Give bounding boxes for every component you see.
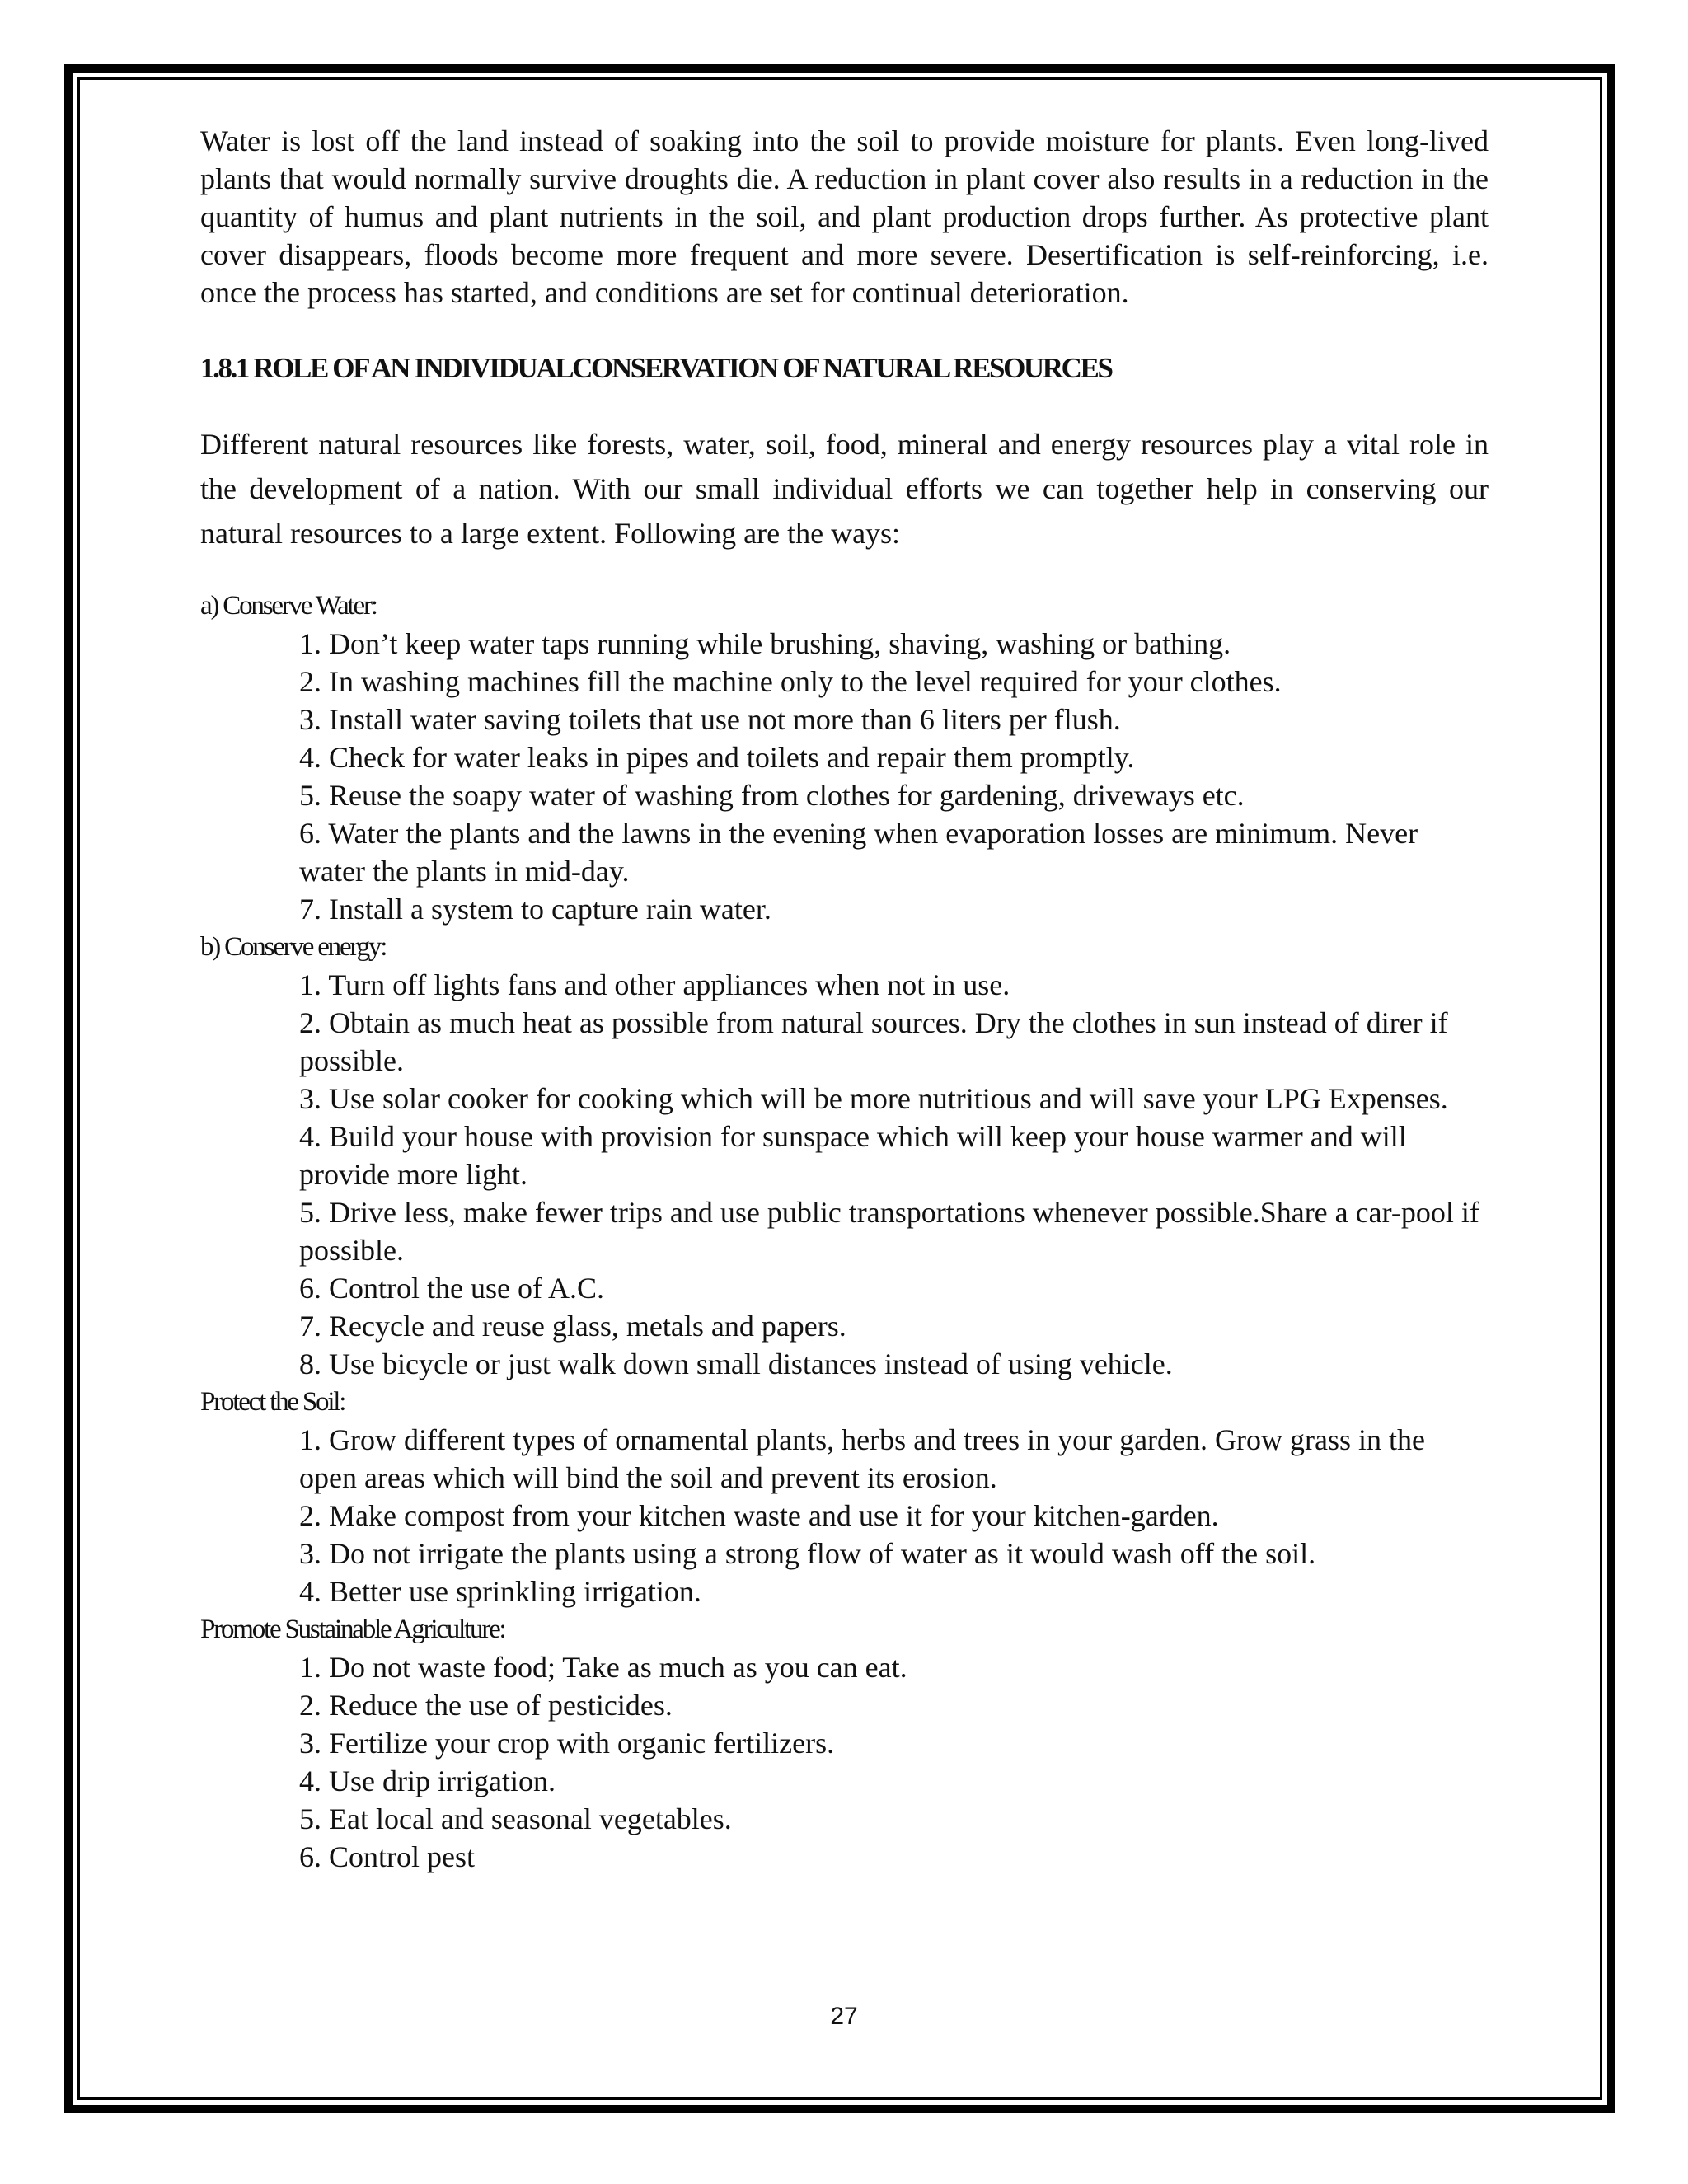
list-item: 2. In washing machines fill the machine only to the level required for your clothes. [299,665,1282,698]
list-item: 4. Check for water leaks in pipes and toilets and repair them promptly. [299,741,1135,774]
list-item: 6. Control the use of A.C. [299,1272,604,1305]
list-item: 8. Use bicycle or just walk down small distances instead of using vehicle. [299,1347,1173,1380]
section-heading: 1.8.1 ROLE OF AN INDIVIDUALCONSERVATION OF NATURAL RESOURCES [200,352,1112,384]
section-paragraph: Different natural resources like forests, water, soil, food, mineral and energy resources play a vital role in the development of a nation. With our small individual efforts we can together help in conserving our natural resources to a large extent. Following are the ways: [200,428,1489,550]
list-item: 1. Do not waste food; Take as much as you can eat. [299,1651,907,1684]
page-number: 27 [830,2003,858,2030]
list-item: 4. Build your house with provision for sunspace which will keep your house warmer and will provide more light. [299,1120,1407,1191]
list-item: 3. Fertilize your crop with organic fertilizers. [299,1727,835,1760]
list-item: 3. Do not irrigate the plants using a strong flow of water as it would wash off the soil. [299,1537,1316,1570]
intro-paragraph: Water is lost off the land instead of soaking into the soil to provide moisture for plants. Even long-lived plants that would normally survive droughts die. A reduction in plant cover also results in a reduction in the quantity of humus and plant nutrients in the soil, and plant production drops further. As protective plant cover disappears, floods become more frequent and more severe. Desertification is self-reinforcing, i.e. once the process has started, and conditions are set for continual deterioration. [200,124,1489,309]
list-item: 7. Install a system to capture rain water. [299,893,771,926]
list-item: 1. Don’t keep water taps running while brushing, shaving, washing or bathing. [299,627,1231,660]
subheading-protect-soil: Protect the Soil: [200,1387,345,1417]
list-item: 3. Use solar cooker for cooking which will be more nutritious and will save your LPG Expenses. [299,1082,1448,1115]
subheading-sustainable-agriculture: Promote Sustainable Agriculture: [200,1615,505,1644]
list-item: 4. Use drip irrigation. [299,1765,556,1797]
subheading-conserve-energy: b) Conserve energy: [200,932,387,962]
list-item: 6. Water the plants and the lawns in the evening when evaporation losses are minimum. Never water the plants in mid-day. [299,817,1418,888]
list-item: 5. Reuse the soapy water of washing from clothes for gardening, driveways etc. [299,779,1245,812]
list-item: 3. Install water saving toilets that use not more than 6 liters per flush. [299,703,1121,736]
list-item: 4. Better use sprinkling irrigation. [299,1575,701,1608]
list-item: 2. Reduce the use of pesticides. [299,1689,673,1722]
list-item: 6. Control pest [299,1840,475,1873]
page-content [200,122,1489,1876]
list-item: 1. Grow different types of ornamental plants, herbs and trees in your garden. Grow grass in the open areas which will bind the soil and prevent its erosion. [299,1423,1425,1494]
list-item: 2. Make compost from your kitchen waste and use it for your kitchen-garden. [299,1499,1219,1532]
list-item: 5. Eat local and seasonal vegetables. [299,1802,732,1835]
list-item: 1. Turn off lights fans and other appliances when not in use. [299,968,1010,1001]
list-item: 7. Recycle and reuse glass, metals and papers. [299,1310,846,1343]
subheading-conserve-water: a) Conserve Water: [200,591,377,621]
list-item: 5. Drive less, make fewer trips and use public transportations whenever possible.Share a car-pool if possible. [299,1196,1479,1267]
list-item: 2. Obtain as much heat as possible from natural sources. Dry the clothes in sun instead of direr if possible. [299,1006,1448,1077]
